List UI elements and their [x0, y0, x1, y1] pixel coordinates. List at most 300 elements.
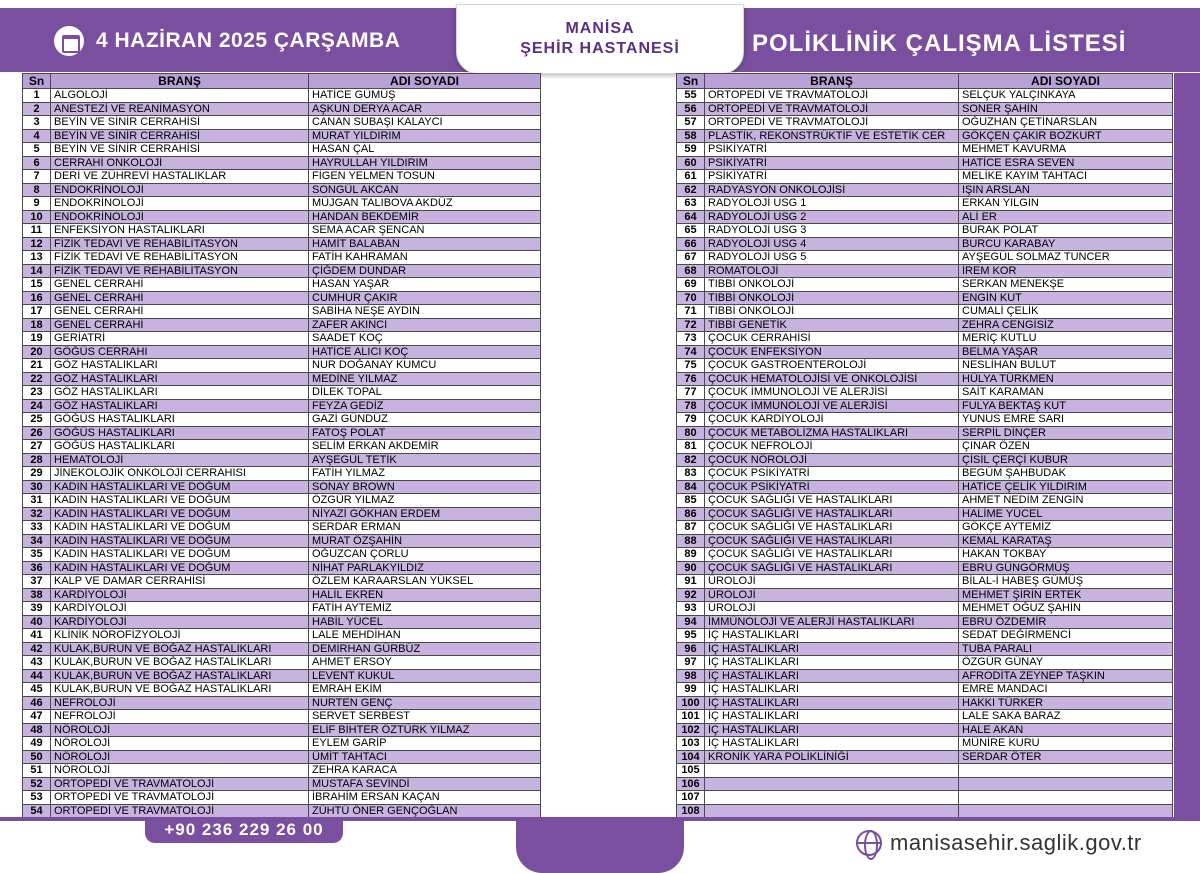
table-row: [23, 183, 541, 197]
table-row: [677, 129, 1173, 143]
table-row: [677, 453, 1173, 467]
row-adi-soyadi: FATİH AYTEMİZ: [309, 602, 541, 616]
row-sn: 62: [677, 183, 705, 197]
row-brans: RADYOLOJİ USG 2: [705, 210, 959, 224]
row-brans: ENDOKRİNOLOJİ: [51, 210, 309, 224]
row-brans: ÇOCUK SAĞLIĞI VE HASTALIKLARI: [705, 494, 959, 508]
row-sn: 18: [23, 318, 51, 332]
row-brans: İÇ HASTALIKLARI: [705, 710, 959, 724]
row-adi-soyadi: FİGEN YELMEN TOSUN: [309, 170, 541, 184]
row-brans: RADYOLOJİ USG 1: [705, 197, 959, 211]
row-adi-soyadi: ZÜHTÜ ÖNER GENÇOĞLAN: [309, 804, 541, 818]
table-row: [677, 264, 1173, 278]
row-brans: RADYASYON ONKOLOJİSİ: [705, 183, 959, 197]
table-row: [677, 804, 1173, 818]
row-brans: HEMATOLOJİ: [51, 453, 309, 467]
row-sn: 3: [23, 116, 51, 130]
row-brans: ÇOCUK ENFEKSİYON: [705, 345, 959, 359]
row-sn: 14: [23, 264, 51, 278]
row-sn: 77: [677, 386, 705, 400]
table-row: [677, 197, 1173, 211]
row-brans: ÇOCUK SAĞLIĞI VE HASTALIKLARI: [705, 521, 959, 535]
row-adi-soyadi: ÇİSİL ÇERÇİ KUBUR: [959, 453, 1173, 467]
row-adi-soyadi: OĞUZHAN ÇETİNARSLAN: [959, 116, 1173, 130]
row-sn: 93: [677, 602, 705, 616]
table-row: [677, 575, 1173, 589]
row-adi-soyadi: [959, 791, 1173, 805]
row-brans: GÖZ HASTALIKLARI: [51, 359, 309, 373]
row-adi-soyadi: SELÇUK YALÇINKAYA: [959, 89, 1173, 103]
row-brans: ÇOCUK CERRAHİSİ: [705, 332, 959, 346]
table-row: [677, 89, 1173, 103]
row-brans: ORTOPEDİ VE TRAVMATOLOJİ: [705, 102, 959, 116]
table-row: [23, 737, 541, 751]
table-row: [23, 318, 541, 332]
table-header-row: [677, 74, 1173, 89]
row-brans: GENEL CERRAHİ: [51, 318, 309, 332]
table-row: [677, 291, 1173, 305]
table-row: [23, 656, 541, 670]
row-adi-soyadi: SAİT KARAMAN: [959, 386, 1173, 400]
row-brans: FİZİK TEDAVİ VE REHABİLİTASYON: [51, 264, 309, 278]
row-sn: 41: [23, 629, 51, 643]
row-adi-soyadi: SELİM ERKAN AKDEMİR: [309, 440, 541, 454]
row-sn: 45: [23, 683, 51, 697]
row-sn: 44: [23, 669, 51, 683]
table-row: [23, 791, 541, 805]
table-row: [677, 656, 1173, 670]
row-sn: 60: [677, 156, 705, 170]
table-row: [23, 359, 541, 373]
table-row: [23, 345, 541, 359]
row-brans: ÇOCUK PSİKİYATRİ: [705, 467, 959, 481]
row-sn: 61: [677, 170, 705, 184]
row-brans: KADIN HASTALIKLARI VE DOĞUM: [51, 548, 309, 562]
row-adi-soyadi: FEYZA GEDİZ: [309, 399, 541, 413]
row-sn: 90: [677, 561, 705, 575]
row-brans: TIBBİ ONKOLOJİ: [705, 305, 959, 319]
row-sn: 34: [23, 534, 51, 548]
schedule-table-right: [676, 73, 1173, 818]
row-adi-soyadi: FATİH KAHRAMAN: [309, 251, 541, 265]
row-adi-soyadi: [959, 804, 1173, 818]
row-adi-soyadi: LALE SAKA BARAZ: [959, 710, 1173, 724]
col-sn-header: Sn: [23, 74, 51, 89]
row-adi-soyadi: MEHMET ŞİRİN ERTEK: [959, 588, 1173, 602]
row-adi-soyadi: MEHMET KAVURMA: [959, 143, 1173, 157]
row-brans: ORTOPEDİ VE TRAVMATOLOJİ: [705, 89, 959, 103]
row-adi-soyadi: AYŞEGÜL SOLMAZ TUNCER: [959, 251, 1173, 265]
row-adi-soyadi: İREM KOR: [959, 264, 1173, 278]
row-sn: 6: [23, 156, 51, 170]
row-adi-soyadi: ERKAN YILGIN: [959, 197, 1173, 211]
row-adi-soyadi: YUNUS EMRE SARI: [959, 413, 1173, 427]
row-brans: KALP VE DAMAR CERRAHİSİ: [51, 575, 309, 589]
row-brans: ÇOCUK METABOLİZMA HASTALIKLARI: [705, 426, 959, 440]
row-sn: 65: [677, 224, 705, 238]
row-sn: 78: [677, 399, 705, 413]
row-adi-soyadi: AYŞEGÜL TETİK: [309, 453, 541, 467]
row-brans: GÖĞÜS HASTALIKLARI: [51, 440, 309, 454]
row-brans: DERİ VE ZÜHREVİ HASTALIKLAR: [51, 170, 309, 184]
row-sn: 15: [23, 278, 51, 292]
row-brans: KARDİYOLOJİ: [51, 588, 309, 602]
row-adi-soyadi: FATİH YILMAZ: [309, 467, 541, 481]
table-row: [677, 399, 1173, 413]
row-adi-soyadi: HAMİT BALABAN: [309, 237, 541, 251]
table-row: [23, 332, 541, 346]
row-sn: 5: [23, 143, 51, 157]
table-row: [677, 764, 1173, 778]
row-brans: İÇ HASTALIKLARI: [705, 737, 959, 751]
row-adi-soyadi: SERPİL DİNÇER: [959, 426, 1173, 440]
row-sn: 37: [23, 575, 51, 589]
row-brans: ÇOCUK İMMUNOLOJİ VE ALERJİSİ: [705, 386, 959, 400]
row-adi-soyadi: AŞKUN DERYA ACAR: [309, 102, 541, 116]
row-sn: 105: [677, 764, 705, 778]
table-row: [677, 467, 1173, 481]
row-adi-soyadi: ALİ ER: [959, 210, 1173, 224]
row-brans: GÖĞÜS HASTALIKLARI: [51, 413, 309, 427]
date-text: 4 HAZİRAN 2025 ÇARŞAMBA: [96, 29, 401, 52]
row-adi-soyadi: CUMALİ ÇELİK: [959, 305, 1173, 319]
row-adi-soyadi: LALE MEHDİHAN: [309, 629, 541, 643]
row-adi-soyadi: EMRAH EKİM: [309, 683, 541, 697]
table-row: [23, 602, 541, 616]
hospital-name-tab: [456, 4, 744, 74]
table-row: [23, 723, 541, 737]
row-brans: ÜROLOJİ: [705, 602, 959, 616]
row-brans: PSİKİYATRİ: [705, 143, 959, 157]
row-adi-soyadi: CUMHUR ÇAKIR: [309, 291, 541, 305]
table-row: [23, 224, 541, 238]
row-adi-soyadi: MÜNİRE KURU: [959, 737, 1173, 751]
row-brans: İÇ HASTALIKLARI: [705, 642, 959, 656]
row-sn: 91: [677, 575, 705, 589]
table-row: [23, 710, 541, 724]
row-brans: İÇ HASTALIKLARI: [705, 656, 959, 670]
right-side-bar: [1174, 73, 1200, 817]
table-row: [677, 237, 1173, 251]
row-brans: İÇ HASTALIKLARI: [705, 629, 959, 643]
row-sn: 103: [677, 737, 705, 751]
row-sn: 88: [677, 534, 705, 548]
row-adi-soyadi: ZEHRA KARACA: [309, 764, 541, 778]
row-brans: KADIN HASTALIKLARI VE DOĞUM: [51, 480, 309, 494]
row-sn: 55: [677, 89, 705, 103]
table-row: [23, 588, 541, 602]
table-row: [23, 143, 541, 157]
col-brans-header: BRANŞ: [705, 74, 959, 89]
row-adi-soyadi: MELİKE KAYIM TAHTACI: [959, 170, 1173, 184]
col-brans-header: BRANŞ: [51, 74, 309, 89]
row-brans: JİNEKOLOJİK ONKOLOJİ CERRAHISI: [51, 467, 309, 481]
table-row: [677, 602, 1173, 616]
row-adi-soyadi: HALİL EKREN: [309, 588, 541, 602]
row-brans: ÇOCUK HEMATOLOJİSİ VE ONKOLOJİSİ: [705, 372, 959, 386]
row-brans: ALGOLOJİ: [51, 89, 309, 103]
row-brans: KULAK,BURUN VE BOĞAZ HASTALIKLARI: [51, 683, 309, 697]
row-sn: 31: [23, 494, 51, 508]
row-adi-soyadi: HATİCE ÇELİK YILDIRIM: [959, 480, 1173, 494]
table-row: [23, 507, 541, 521]
calendar-icon: [54, 26, 84, 56]
row-brans: ÇOCUK NEFROLOJİ: [705, 440, 959, 454]
table-row: [677, 278, 1173, 292]
row-adi-soyadi: HAYRULLAH YILDIRIM: [309, 156, 541, 170]
table-row: [23, 494, 541, 508]
row-adi-soyadi: AHMET ERSOY: [309, 656, 541, 670]
row-sn: 39: [23, 602, 51, 616]
row-sn: 47: [23, 710, 51, 724]
row-brans: KADIN HASTALIKLARI VE DOĞUM: [51, 521, 309, 535]
row-sn: 17: [23, 305, 51, 319]
row-brans: GÖZ HASTALIKLARI: [51, 386, 309, 400]
row-sn: 26: [23, 426, 51, 440]
row-brans: NEFROLOJİ: [51, 696, 309, 710]
row-sn: 20: [23, 345, 51, 359]
table-row: [677, 143, 1173, 157]
table-row: [677, 426, 1173, 440]
row-brans: TIBBİ GENETİK: [705, 318, 959, 332]
row-adi-soyadi: HAKAN TOKBAY: [959, 548, 1173, 562]
table-row: [677, 669, 1173, 683]
table-row: [677, 116, 1173, 130]
row-adi-soyadi: CANAN SUBAŞI KALAYCI: [309, 116, 541, 130]
row-sn: 73: [677, 332, 705, 346]
table-row: [677, 710, 1173, 724]
row-adi-soyadi: HASAN ÇAL: [309, 143, 541, 157]
table-row: [677, 305, 1173, 319]
table-row: [23, 575, 541, 589]
row-sn: 86: [677, 507, 705, 521]
row-brans: İÇ HASTALIKLARI: [705, 723, 959, 737]
table-row: [23, 426, 541, 440]
schedule-table-left: [22, 73, 541, 818]
row-adi-soyadi: SEDAT DEĞİRMENCİ: [959, 629, 1173, 643]
row-brans: ENFEKSİYON HASTALIKLARI: [51, 224, 309, 238]
row-sn: 48: [23, 723, 51, 737]
row-sn: 107: [677, 791, 705, 805]
row-adi-soyadi: NİHAT PARLAKYILDIZ: [309, 561, 541, 575]
row-adi-soyadi: AHMET NEDİM ZENGİN: [959, 494, 1173, 508]
row-adi-soyadi: SONAY BROWN: [309, 480, 541, 494]
row-sn: 67: [677, 251, 705, 265]
schedule-table-left-body: [23, 89, 541, 818]
row-sn: 74: [677, 345, 705, 359]
table-row: [23, 642, 541, 656]
table-row: [677, 683, 1173, 697]
row-sn: 46: [23, 696, 51, 710]
table-row: [677, 359, 1173, 373]
row-sn: 79: [677, 413, 705, 427]
row-adi-soyadi: MURAT ÖZŞAHİN: [309, 534, 541, 548]
phone-number: +90 236 229 26 00: [145, 817, 343, 843]
row-adi-soyadi: BEGÜM ŞAHBUDAK: [959, 467, 1173, 481]
row-brans: FİZİK TEDAVİ VE REHABİLİTASYON: [51, 251, 309, 265]
row-brans: BEYİN VE SİNİR CERRAHİSİ: [51, 116, 309, 130]
table-row: [677, 413, 1173, 427]
row-brans: ENDOKRİNOLOJİ: [51, 197, 309, 211]
row-sn: 101: [677, 710, 705, 724]
website-box: [856, 830, 1142, 856]
row-adi-soyadi: ÖZLEM KARAARSLAN YÜKSEL: [309, 575, 541, 589]
row-brans: ÇOCUK İMMUNOLOJİ VE ALERJİSİ: [705, 399, 959, 413]
table-row: [677, 588, 1173, 602]
row-sn: 96: [677, 642, 705, 656]
row-brans: [705, 764, 959, 778]
row-brans: ÇOCUK SAĞLIĞI VE HASTALIKLARI: [705, 534, 959, 548]
table-row: [23, 399, 541, 413]
table-row: [23, 440, 541, 454]
row-brans: İÇ HASTALIKLARI: [705, 696, 959, 710]
row-sn: 102: [677, 723, 705, 737]
row-sn: 21: [23, 359, 51, 373]
row-brans: NEFROLOJİ: [51, 710, 309, 724]
row-brans: KADIN HASTALIKLARI VE DOĞUM: [51, 494, 309, 508]
row-brans: PLASTİK, REKONSTRÜKTİF VE ESTETİK CER: [705, 129, 959, 143]
row-sn: 104: [677, 750, 705, 764]
col-sn-header: Sn: [677, 74, 705, 89]
row-sn: 53: [23, 791, 51, 805]
row-sn: 100: [677, 696, 705, 710]
row-brans: KADIN HASTALIKLARI VE DOĞUM: [51, 507, 309, 521]
row-adi-soyadi: NESLİHAN BULUT: [959, 359, 1173, 373]
row-sn: 25: [23, 413, 51, 427]
row-brans: BEYİN VE SİNİR CERRAHİSİ: [51, 129, 309, 143]
row-adi-soyadi: HALİME YÜCEL: [959, 507, 1173, 521]
row-brans: ÇOCUK GASTROENTEROLOJİ: [705, 359, 959, 373]
table-row: [23, 669, 541, 683]
row-adi-soyadi: AFRODİTA ZEYNEP TAŞKIN: [959, 669, 1173, 683]
row-brans: TIBBİ ONKOLOJİ: [705, 278, 959, 292]
row-sn: 30: [23, 480, 51, 494]
row-brans: KLİNİK NÖROFİZYOLOJİ: [51, 629, 309, 643]
table-row: [23, 156, 541, 170]
row-brans: KRONİK YARA POLİKLİNİĞİ: [705, 750, 959, 764]
row-sn: 82: [677, 453, 705, 467]
row-brans: ANESTEZİ VE REANİMASYON: [51, 102, 309, 116]
row-brans: GÖZ HASTALIKLARI: [51, 399, 309, 413]
table-row: [23, 129, 541, 143]
row-brans: ÇOCUK NÖROLOJİ: [705, 453, 959, 467]
row-brans: [705, 777, 959, 791]
table-row: [23, 291, 541, 305]
row-brans: ORTOPEDİ VE TRAVMATOLOJİ: [51, 777, 309, 791]
row-brans: ÇOCUK PSİKİYATRİ: [705, 480, 959, 494]
row-brans: RADYOLOJİ USG 3: [705, 224, 959, 238]
website-link[interactable]: manisasehir.saglik.gov.tr: [890, 830, 1142, 855]
table-row: [677, 251, 1173, 265]
row-sn: 29: [23, 467, 51, 481]
table-row: [677, 629, 1173, 643]
row-sn: 27: [23, 440, 51, 454]
row-brans: ORTOPEDİ VE TRAVMATOLOJİ: [51, 791, 309, 805]
table-row: [677, 615, 1173, 629]
table-row: [677, 386, 1173, 400]
table-row: [23, 197, 541, 211]
table-row: [23, 210, 541, 224]
row-sn: 4: [23, 129, 51, 143]
row-sn: 83: [677, 467, 705, 481]
row-adi-soyadi: HÜLYA TÜRKMEN: [959, 372, 1173, 386]
row-sn: 80: [677, 426, 705, 440]
table-row: [23, 777, 541, 791]
row-brans: ÇOCUK SAĞLIĞI VE HASTALIKLARI: [705, 561, 959, 575]
row-brans: ÇOCUK KARDİYOLOJİ: [705, 413, 959, 427]
hospital-name-line2: ŞEHİR HASTANESİ: [520, 40, 680, 57]
row-sn: 92: [677, 588, 705, 602]
row-adi-soyadi: GAZİ GÜNDÜZ: [309, 413, 541, 427]
row-sn: 51: [23, 764, 51, 778]
row-adi-soyadi: EBRU ÖZDEMİR: [959, 615, 1173, 629]
row-sn: 63: [677, 197, 705, 211]
row-sn: 81: [677, 440, 705, 454]
col-adi-soyadi-header: ADI SOYADI: [959, 74, 1173, 89]
table-row: [23, 102, 541, 116]
row-brans: RADYOLOJİ USG 5: [705, 251, 959, 265]
row-adi-soyadi: MEDİNE YILMAZ: [309, 372, 541, 386]
table-row: [677, 372, 1173, 386]
row-adi-soyadi: GÖKÇEN ÇAKIR BOZKURT: [959, 129, 1173, 143]
row-adi-soyadi: FULYA BEKTAŞ KUT: [959, 399, 1173, 413]
row-sn: 84: [677, 480, 705, 494]
row-adi-soyadi: BURAK POLAT: [959, 224, 1173, 238]
row-sn: 59: [677, 143, 705, 157]
row-adi-soyadi: MURAT YILDIRIM: [309, 129, 541, 143]
row-adi-soyadi: LEVENT KUKUL: [309, 669, 541, 683]
row-adi-soyadi: SONGÜL AKCAN: [309, 183, 541, 197]
row-sn: 32: [23, 507, 51, 521]
row-brans: TIBBİ ONKOLOJİ: [705, 291, 959, 305]
row-adi-soyadi: EBRU GÜNGÖRMÜŞ: [959, 561, 1173, 575]
row-sn: 23: [23, 386, 51, 400]
row-brans: İÇ HASTALIKLARI: [705, 669, 959, 683]
row-adi-soyadi: TUBA PARALI: [959, 642, 1173, 656]
row-sn: 69: [677, 278, 705, 292]
row-brans: ÇOCUK SAĞLIĞI VE HASTALIKLARI: [705, 548, 959, 562]
row-sn: 98: [677, 669, 705, 683]
row-sn: 70: [677, 291, 705, 305]
row-adi-soyadi: MUSTAFA SEVİNDİ: [309, 777, 541, 791]
row-adi-soyadi: BURCU KARABAY: [959, 237, 1173, 251]
table-row: [23, 413, 541, 427]
row-adi-soyadi: DİLEK TOPAL: [309, 386, 541, 400]
row-sn: 108: [677, 804, 705, 818]
table-row: [23, 480, 541, 494]
row-sn: 42: [23, 642, 51, 656]
table-row: [23, 305, 541, 319]
row-brans: KULAK,BURUN VE BOĞAZ HASTALIKLARI: [51, 642, 309, 656]
row-sn: 64: [677, 210, 705, 224]
row-sn: 66: [677, 237, 705, 251]
row-brans: GENEL CERRAHİ: [51, 291, 309, 305]
row-brans: NÖROLOJİ: [51, 723, 309, 737]
row-sn: 43: [23, 656, 51, 670]
table-row: [677, 440, 1173, 454]
row-adi-soyadi: KEMAL KARATAŞ: [959, 534, 1173, 548]
row-brans: GENEL CERRAHİ: [51, 305, 309, 319]
row-adi-soyadi: HALE AKAN: [959, 723, 1173, 737]
table-row: [677, 521, 1173, 535]
row-adi-soyadi: ZEHRA CENGİSİZ: [959, 318, 1173, 332]
row-sn: 71: [677, 305, 705, 319]
row-sn: 8: [23, 183, 51, 197]
col-adi-soyadi-header: ADI SOYADI: [309, 74, 541, 89]
table-row: [23, 467, 541, 481]
table-row: [23, 629, 541, 643]
table-row: [677, 642, 1173, 656]
